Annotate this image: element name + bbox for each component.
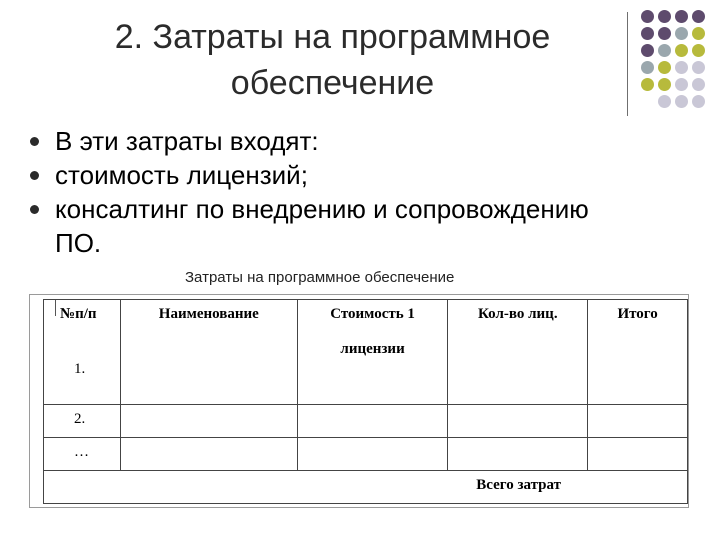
ornament-dot: [692, 78, 705, 91]
ornament-dot: [641, 27, 654, 40]
bullet-marker-icon: [30, 171, 39, 180]
ornament-dot: [675, 95, 688, 108]
ornament-dot: [692, 10, 705, 23]
table-cell: [588, 438, 688, 471]
table-cell: [297, 405, 448, 438]
ornament-dot: [692, 27, 705, 40]
slide-title-line-1: 2. Затраты на программное: [114, 18, 551, 56]
table-footer-total: Всего затрат: [44, 471, 688, 504]
table-header-row: [44, 300, 688, 405]
ornament-dot: [692, 44, 705, 57]
ornament-dot: [692, 61, 705, 74]
header-cost: [297, 300, 448, 405]
bullet-item: [30, 192, 710, 260]
ornament-dot: [641, 44, 654, 57]
row-number: …: [44, 438, 121, 471]
dot-grid-ornament: [641, 10, 720, 120]
header-cost-line-2: лицензии: [340, 341, 405, 357]
slide-title-line-2: обеспечение: [230, 64, 435, 102]
ornament-dot: [658, 61, 671, 74]
table-row: [44, 405, 688, 438]
table-row: [44, 438, 688, 471]
ornament-dot: [692, 95, 705, 108]
bullet-text: стоимость лицензий;: [55, 160, 308, 190]
ornament-dot: [675, 44, 688, 57]
ornament-dot: [641, 78, 654, 91]
ornament-dot: [641, 10, 654, 23]
ornament-dot: [675, 27, 688, 40]
bullet-text: В эти затраты входят:: [55, 126, 319, 156]
title-divider: [627, 12, 628, 116]
cost-table: [43, 299, 688, 504]
ornament-dot: [658, 44, 671, 57]
ornament-dot: [658, 10, 671, 23]
ornament-dot: [658, 27, 671, 40]
table-cell: [120, 405, 297, 438]
bullet-item: [30, 158, 710, 192]
ornament-dot: [658, 78, 671, 91]
ornament-dot: [675, 78, 688, 91]
bullet-text: консалтинг по внедрению и сопровождению: [55, 194, 589, 224]
header-name: Наименование: [120, 300, 297, 405]
table-caption: Затраты на программное обеспечение: [185, 269, 455, 286]
row-number: 1.: [74, 361, 86, 377]
slide-title: [40, 14, 625, 106]
header-number-label: №п/п: [60, 306, 97, 322]
bullet-text-continuation: ПО.: [55, 228, 102, 258]
bullet-list: [30, 124, 710, 260]
ornament-dot: [675, 10, 688, 23]
header-quantity: Кол-во лиц.: [448, 300, 588, 405]
bullet-item: [30, 124, 710, 158]
bullet-marker-icon: [30, 205, 39, 214]
ornament-dot: [675, 61, 688, 74]
ornament-dot: [658, 95, 671, 108]
row-number: 2.: [44, 405, 121, 438]
table-cell: [448, 405, 588, 438]
header-cost-line-1: Стоимость 1: [330, 306, 415, 322]
header-number: [44, 300, 121, 405]
table-cell: [448, 438, 588, 471]
table-cell: [120, 438, 297, 471]
ornament-dot: [641, 61, 654, 74]
table-cell: [588, 405, 688, 438]
table-footer-row: [44, 471, 688, 504]
bullet-marker-icon: [30, 137, 39, 146]
table-cell: [297, 438, 448, 471]
header-total: Итого: [588, 300, 688, 405]
